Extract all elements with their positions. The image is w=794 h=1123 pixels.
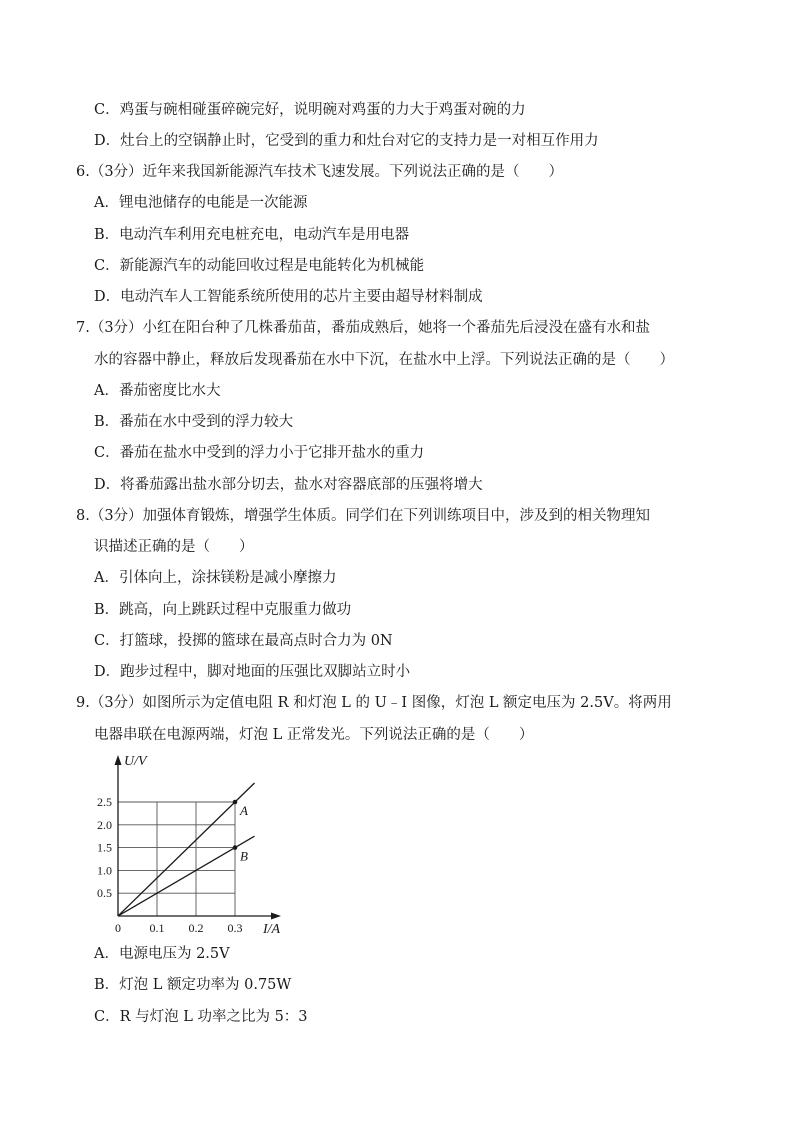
- q9-option-a: A．电源电压为 2.5V: [94, 946, 230, 962]
- q6-option-d: D．电动汽车人工智能系统所使用的芯片主要由超导材料制成: [94, 289, 483, 305]
- q8-option-c: C．打篮球，投掷的篮球在最高点时合力为 0N: [94, 633, 393, 649]
- q7-option-c: C．番茄在盐水中受到的浮力小于它排开盐水的重力: [94, 445, 425, 461]
- q7-option-d: D．将番茄露出盐水部分切去，盐水对容器底部的压强将增大: [94, 477, 483, 493]
- y-tick-label: 2.0: [97, 817, 112, 832]
- y-tick-label: 1.0: [97, 863, 112, 878]
- q8-option-d: D．跑步过程中，脚对地面的压强比双脚站立时小: [94, 664, 411, 680]
- q6-option-b: B．电动汽车利用充电桩充电，电动汽车是用电器: [94, 227, 410, 243]
- q6-option-a: A．锂电池储存的电能是一次能源: [94, 195, 308, 211]
- point-label-B: B: [240, 848, 248, 864]
- y-tick-label: 2.5: [97, 795, 112, 809]
- q5-option-d: D．灶台上的空锅静止时，它受到的重力和灶台对它的支持力是一对相互作用力: [94, 133, 599, 149]
- q8-option-b: B．跳高，向上跳跃过程中克服重力做功: [94, 602, 352, 618]
- y-axis-label: U/V: [124, 754, 147, 769]
- y-tick-label: 0.5: [97, 886, 112, 901]
- q8-stem-line2: 识描述正确的是（ ）: [94, 539, 254, 555]
- x-tick-label: 0.2: [188, 921, 204, 935]
- q6-stem: 6.（3分）近年来我国新能源汽车技术飞速发展。下列说法正确的是（ ）: [76, 164, 564, 180]
- q6-option-c: C．新能源汽车的动能回收过程是电能转化为机械能: [94, 258, 425, 274]
- q7-stem-line1: 7.（3分）小红在阳台种了几株番茄苗，番茄成熟后，她将一个番茄先后浸没在盛有水和盐: [76, 320, 651, 336]
- q7-option-b: B．番茄在水中受到的浮力较大: [94, 414, 294, 430]
- q7-option-a: A．番茄密度比水大: [94, 383, 221, 399]
- u-i-graph: [90, 750, 300, 940]
- q9-option-c: C．R 与灯泡 L 功率之比为 5：3: [94, 1009, 308, 1025]
- y-axis-arrow: [115, 755, 122, 765]
- x-axis-label: I/A: [263, 922, 281, 937]
- q9-stem-line1: 9.（3分）如图所示为定值电阻 R 和灯泡 L 的 U﹣I 图像，灯泡 L 额定电压为 2.5V。将两用: [76, 695, 672, 711]
- q8-option-a: A．引体向上，涂抹镁粉是减小摩擦力: [94, 570, 337, 586]
- q8-stem-line1: 8.（3分）加强体育锻炼，增强学生体质。同学们在下列训练项目中，涉及到的相关物理知: [76, 508, 651, 524]
- q9-option-b: B．灯泡 L 额定功率为 0.75W: [94, 977, 292, 993]
- point-A: [233, 800, 238, 805]
- q9-stem-line2: 电器串联在电源两端，灯泡 L 正常发光。下列说法正确的是（ ）: [94, 727, 534, 743]
- q5-option-c: C．鸡蛋与碗相碰蛋碎碗完好，说明碗对鸡蛋的力大于鸡蛋对碗的力: [94, 102, 526, 118]
- x-tick-label: 0.3: [227, 921, 243, 935]
- x-axis-arrow: [271, 913, 281, 920]
- series-lines: [118, 783, 255, 916]
- q7-stem-line2: 水的容器中静止，释放后发现番茄在水中下沉，在盐水中上浮。下列说法正确的是（ ）: [94, 352, 674, 368]
- point-label-A: A: [240, 803, 248, 818]
- point-B: [233, 845, 238, 850]
- x-tick-label: 0.1: [149, 921, 165, 935]
- y-tick-label: 1.5: [97, 840, 112, 855]
- x-tick-label: 0: [115, 921, 121, 935]
